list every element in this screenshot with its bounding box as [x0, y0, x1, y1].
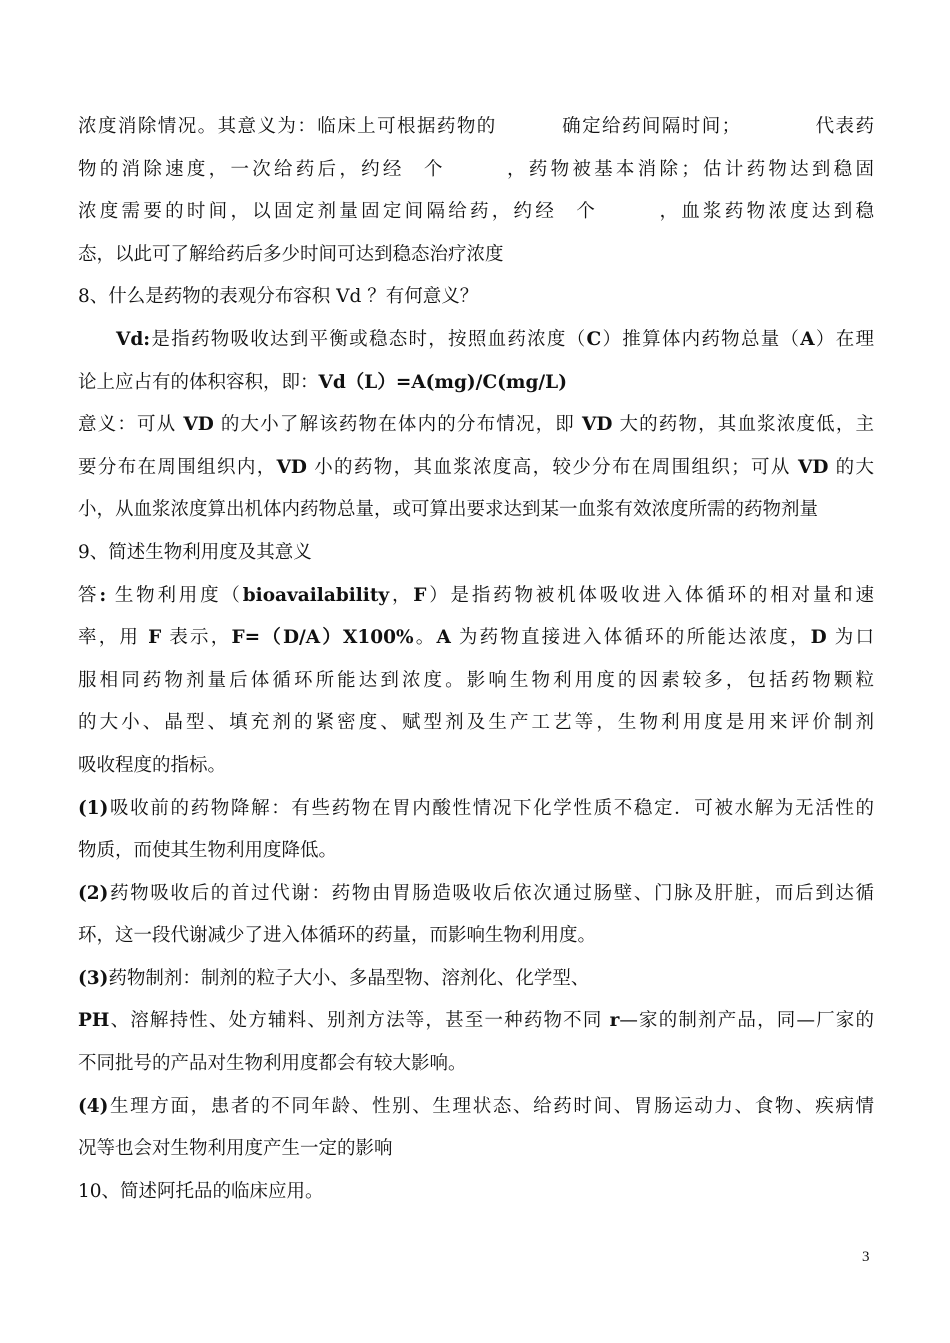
q9-answer-1	[78, 575, 874, 618]
item-number: (4)	[78, 1095, 109, 1117]
text: 药物吸收后的首过代谢：药物由胃肠造吸收后依次通过肠壁、门脉及肝脏，而后到达循	[108, 882, 874, 904]
text: 生物利用度（	[106, 584, 243, 606]
q9-point-1b: 物质，而使其生物利用度降低。	[78, 840, 338, 862]
q9-answer-5: 吸收程度的指标。	[78, 754, 227, 776]
formula: F=（D/A）X100%	[231, 627, 414, 649]
text: ，血浆药物浓度达到稳	[656, 201, 874, 223]
text: 个	[420, 158, 446, 180]
q7-line-1	[78, 106, 874, 149]
text: bioavailability	[242, 584, 390, 606]
text: 浓度消除情况。其意义为：临床上可根据药物的	[78, 116, 497, 137]
q9-point-4b: 况等也会对生物利用度产生一定的影响	[78, 1138, 393, 1160]
q9-point-2b: 环，这一段代谢减少了进入体循环的药量，而影响生物利用度。	[78, 925, 597, 947]
q9-answer-3: 服相同药物剂量后体循环所能达到浓度。影响生物利用度的因素较多，包括药物颗粒	[78, 669, 874, 691]
q9-point-2a	[78, 873, 874, 916]
text: VD	[276, 456, 307, 478]
text: 大的药物，其血浆浓度低，主	[612, 414, 874, 436]
text: 的大	[828, 456, 874, 478]
q8-meaning-3: 小，从血浆浓度算出机体内药物总量，或可算出要求达到某一血浆有效浓度所需的药物剂量	[78, 499, 819, 521]
term: Vd:	[116, 328, 151, 350]
text: A	[436, 627, 451, 649]
text: A	[800, 328, 815, 350]
text: 小的药物，其血浆浓度高，较少分布在周围组织；可从	[306, 456, 798, 478]
q9-title: 9、简述生物利用度及其意义	[78, 541, 312, 563]
text: 个	[573, 201, 599, 223]
text: VD	[183, 414, 214, 436]
text: 是指药物吸收达到平衡或稳态时，按照血药浓度（	[150, 328, 587, 350]
text: 论上应占有的体积容积，即：	[78, 371, 319, 393]
text: D	[810, 627, 827, 649]
document-body	[78, 106, 874, 1213]
text: 代表药	[814, 116, 874, 137]
q9-point-3c: 不同批号的产品对生物利用度都会有较大影响。	[78, 1053, 467, 1075]
text: ，	[389, 584, 414, 606]
text: F	[148, 627, 162, 649]
item-number: (2)	[78, 882, 109, 904]
text: 的大小了解该药物在体内的分布情况，即	[213, 414, 582, 436]
text: 为口	[826, 627, 874, 649]
q7-line-4: 态，以此可了解给药后多少时间可达到稳态治疗浓度	[78, 243, 504, 265]
text: 浓度需要的时间，以固定剂量固定间隔给药，约经	[78, 201, 558, 223]
page-number: 3	[862, 1249, 870, 1265]
text: 意义：可从	[78, 414, 184, 436]
q8-definition-2	[78, 362, 874, 405]
text: C	[586, 328, 602, 350]
q9-answer-4: 的大小、晶型、填充剂的紧密度、赋型剂及生产工艺等，生物利用度是用来评价制剂	[78, 712, 874, 734]
text: ，药物被基本消除；估计药物达到稳固	[503, 158, 874, 180]
text: 物的消除速度，一次给药后，约经	[78, 158, 405, 180]
text: 吸收前的药物降解：有些药物在胃内酸性情况下化学性质不稳定．可被水解为无活性的	[108, 797, 874, 819]
text: ）在理	[814, 328, 874, 350]
text: 、溶解持性、处方辅料、别剂方法等，甚至一种药物不同	[109, 1010, 610, 1032]
text: r	[609, 1010, 620, 1032]
q8-title: 8、什么是药物的表观分布容积 Vd ？有何意义？	[78, 286, 479, 308]
text: 答	[78, 584, 100, 606]
q9-point-3a	[78, 958, 874, 1001]
q9-point-4a	[78, 1086, 874, 1129]
q9-point-3b	[78, 1000, 874, 1043]
text: F	[413, 584, 427, 606]
q10-title: 10、简述阿托品的临床应用。	[78, 1180, 324, 1202]
text: 要分布在周围组织内，	[78, 456, 277, 478]
text: 率，用	[78, 627, 149, 649]
text: :	[99, 584, 107, 606]
text: VD	[581, 414, 613, 436]
item-number: (1)	[78, 797, 109, 819]
text: —家的制剂产品，同—厂家的	[619, 1010, 874, 1032]
text: 表示，	[161, 627, 232, 649]
text: 药物制剂：制剂的粒子大小、多晶型物、溶剂化、化学型、	[108, 967, 590, 989]
text: VD	[797, 456, 829, 478]
formula: Vd（L）=A(mg)/C(mg/L)	[318, 371, 567, 393]
text: ）推算体内药物总量（	[601, 328, 801, 350]
item-number: (3)	[78, 967, 109, 989]
text: ）是指药物被机体吸收进入体循环的相对量和速	[426, 584, 874, 606]
text: 生理方面，患者的不同年龄、性别、生理状态、给药时间、胃肠运动力、食物、疾病情	[108, 1095, 874, 1117]
text: PH	[78, 1010, 110, 1032]
q8-meaning-2	[78, 447, 874, 490]
q9-point-1a	[78, 788, 874, 831]
q7-line-2	[78, 149, 874, 192]
q8-definition-1	[78, 319, 874, 362]
text: 为药物直接进入体循环的所能达浓度，	[450, 627, 811, 649]
q7-line-3	[78, 191, 874, 234]
q9-answer-2	[78, 617, 874, 660]
text: 确定给药间隔时间；	[560, 116, 741, 137]
q8-meaning-1	[78, 404, 874, 447]
text: 。	[413, 627, 437, 649]
